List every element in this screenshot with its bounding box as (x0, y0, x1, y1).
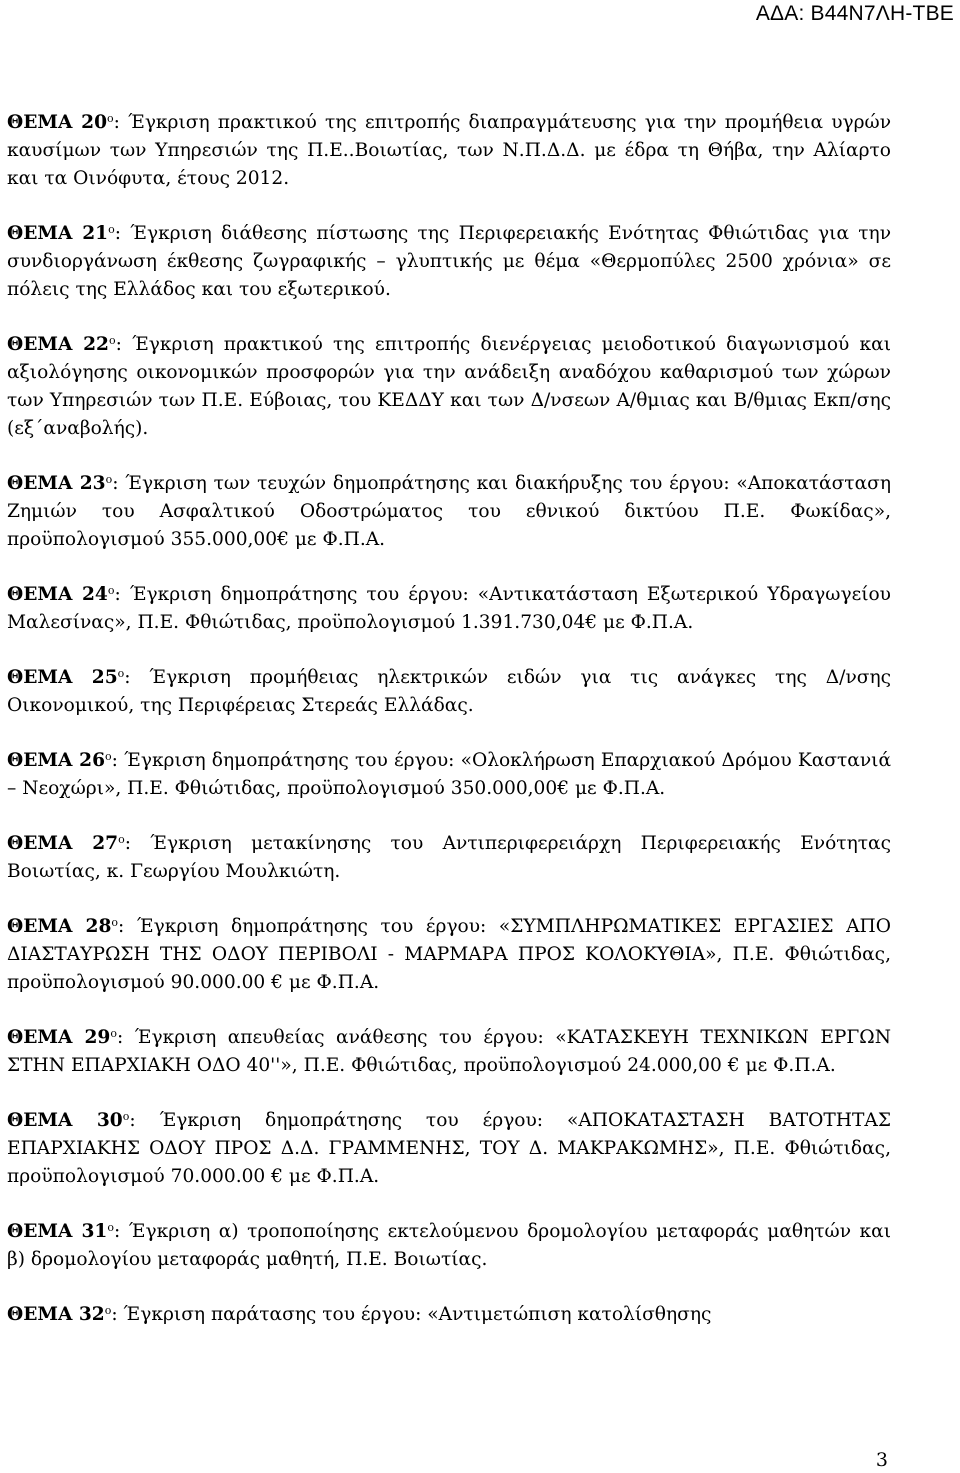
agenda-item-label: ΘΕΜΑ $31^o$ (7, 1221, 114, 1242)
agenda-item-text: : Έγκριση δημοπράτησης του έργου: «ΣΥΜΠΛΗΡΩΜΑΤΙΚΕΣ ΕΡΓΑΣΙΕΣ ΑΠΟ ΔΙΑΣΤΑΥΡΩΣΗ ΤΗΣ ΟΔΟΥ ΠΕΡΙΒΟΛΙ - ΜΑΡΜΑΡΑ ΠΡΟΣ ΚΟΛΟΚΥΘΙΑ», Π.Ε. Φθιώτιδας, προϋπολογισμού 90.000.00 € με Φ.Π.Α. (7, 916, 891, 993)
agenda-item (7, 664, 891, 720)
ordinal-suffix: ο (109, 334, 116, 347)
agenda-item (7, 1301, 891, 1329)
agenda-item-label: ΘΕΜΑ $22^o$ (7, 334, 116, 355)
agenda-item (7, 331, 891, 443)
agenda-item-text: : Έγκριση απευθείας ανάθεσης του έργου: «ΚΑΤΑΣΚΕΥΗ ΤΕΧΝΙΚΩΝ ΕΡΓΩΝ ΣΤΗΝ ΕΠΑΡΧΙΑΚΗ ΟΔΟ 40''», Π.Ε. Φθιώτιδας, προϋπολογισμού 24.000,00 € με Φ.Π.Α. (7, 1027, 891, 1076)
agenda-item-text: : Έγκριση α) τροποποίησης εκτελούμενου δρομολογίου μεταφοράς μαθητών και β) δρομολογίου μεταφοράς μαθητή, Π.Ε. Βοιωτίας. (7, 1221, 891, 1270)
agenda-item-label: ΘΕΜΑ $25^o$ (7, 667, 125, 688)
page-number: 3 (875, 1449, 888, 1471)
agenda-item-label: ΘΕΜΑ $20^o$ (7, 112, 114, 133)
ordinal-suffix: ο (107, 112, 114, 125)
agenda-item-label: ΘΕΜΑ $27^o$ (7, 833, 125, 854)
agenda-item (7, 913, 891, 997)
agenda-item-text: : Έγκριση πρακτικού της επιτροπής διαπραγμάτευσης για την προμήθεια υγρών καυσίμων των Υπηρεσιών της Π.Ε..Βοιωτίας, των Ν.Π.Δ.Δ. με έδρα τη Θήβα, την Αλίαρτο και τα Οινόφυτα, έτους 2012. (7, 112, 892, 189)
agenda-item (7, 109, 891, 193)
agenda-item-label: ΘΕΜΑ $23^o$ (7, 473, 113, 494)
agenda-item (7, 470, 891, 554)
ordinal-suffix: ο (107, 1221, 114, 1234)
ordinal-suffix: ο (105, 750, 112, 763)
agenda-item (7, 220, 891, 304)
ordinal-suffix: ο (122, 1110, 130, 1123)
agenda-item-label: ΘΕΜΑ $30^o$ (7, 1110, 130, 1131)
agenda-item-label: ΘΕΜΑ $29^o$ (7, 1027, 117, 1048)
agenda-item (7, 830, 891, 886)
agenda-item-text: : Έγκριση πρακτικού της επιτροπής διενέργειας μειοδοτικού διαγωνισμού και αξιολόγησης οικονομικών προσφορών για την ανάδειξη αναδόχου καθαρισμού των χώρων των Υπηρεσιών των Π.Ε. Εύβοιας, του ΚΕΔΔΥ και των Δ/νσεων Α/θμιας και Β/θμιας Εκπ/σης (εξ΄αναβολής). (7, 334, 891, 439)
ordinal-suffix: ο (110, 1027, 117, 1040)
agenda-item-text: : Έγκριση μετακίνησης του Αντιπεριφερειάρχη Περιφερειακής Ενότητας Βοιωτίας, κ. Γεωργίου Μουλκιώτη. (7, 833, 891, 882)
ordinal-suffix: ο (105, 473, 113, 486)
ordinal-suffix: ο (104, 1304, 112, 1317)
agenda-item-label: ΘΕΜΑ $28^o$ (7, 916, 119, 937)
agenda-item-text: : Έγκριση των τευχών δημοπράτησης και διακήρυξης του έργου: «Αποκατάσταση Ζημιών του Ασφαλτικού Οδοστρώματος του εθνικού δικτύου Π.Ε. Φωκίδας», προϋπολογισμού 355.000,00€ με Φ.Π.Α. (7, 473, 891, 550)
agenda-item-label: ΘΕΜΑ $21^o$ (7, 223, 115, 244)
agenda-item (7, 1218, 891, 1274)
agenda-item-text: : Έγκριση δημοπράτησης του έργου: «ΑΠΟΚΑΤΑΣΤΑΣΗ ΒΑΤΟΤΗΤΑΣ ΕΠΑΡΧΙΑΚΗΣ ΟΔΟΥ ΠΡΟΣ Δ.Δ. ΓΡΑΜΜΕΝΗΣ, ΤΟΥ Δ. ΜΑΚΡΑΚΩΜΗΣ», Π.Ε. Φθιώτιδας, προϋπολογισμού 70.000.00 € με Φ.Π.Α. (7, 1110, 891, 1187)
agenda-item (7, 1024, 891, 1080)
ordinal-suffix: ο (118, 833, 125, 846)
agenda-item-label: ΘΕΜΑ $32^o$ (7, 1304, 112, 1325)
agenda-item-text: : Έγκριση παράτασης του έργου: «Αντιμετώπιση κατολίσθησης (111, 1304, 712, 1325)
agenda-item (7, 747, 891, 803)
ordinal-suffix: ο (111, 916, 119, 929)
agenda-item-text: : Έγκριση προμήθειας ηλεκτρικών ειδών για τις ανάγκες της Δ/νσης Οικονομικού, της Περιφέρειας Στερεάς Ελλάδας. (7, 667, 891, 716)
agenda-item-text: : Έγκριση δημοπράτησης του έργου: «Αντικατάσταση Εξωτερικού Υδραγωγείου Μαλεσίνας», Π.Ε. Φθιώτιδας, προϋπολογισμού 1.391.730,04€ με Φ.Π.Α. (7, 584, 891, 633)
agenda-item (7, 581, 891, 637)
agenda-item-text: : Έγκριση δημοπράτησης του έργου: «Ολοκλήρωση Επαρχιακού Δρόμου Καστανιά – Νεοχώρι», Π.Ε. Φθιώτιδας, προϋπολογισμού 350.000,00€ με Φ.Π.Α. (7, 750, 891, 799)
agenda-item-label: ΘΕΜΑ $26^o$ (7, 750, 112, 771)
ada-code: ΑΔΑ: Β44Ν7ΛΗ-ΤΒΕ (755, 2, 954, 25)
agenda-item (7, 1107, 891, 1191)
ordinal-suffix: ο (107, 584, 115, 597)
agenda-item-label: ΘΕΜΑ $24^o$ (7, 584, 115, 605)
agenda-items (7, 109, 891, 1356)
ordinal-suffix: ο (108, 223, 115, 236)
ordinal-suffix: ο (117, 667, 125, 680)
agenda-item-text: : Έγκριση διάθεσης πίστωσης της Περιφερειακής Ενότητας Φθιώτιδας για την συνδιοργάνωση έκθεσης ζωγραφικής – γλυπτικής με θέμα «Θερμοπύλες 2500 χρόνια» σε πόλεις της Ελλάδος και του εξωτερικού. (7, 223, 891, 300)
